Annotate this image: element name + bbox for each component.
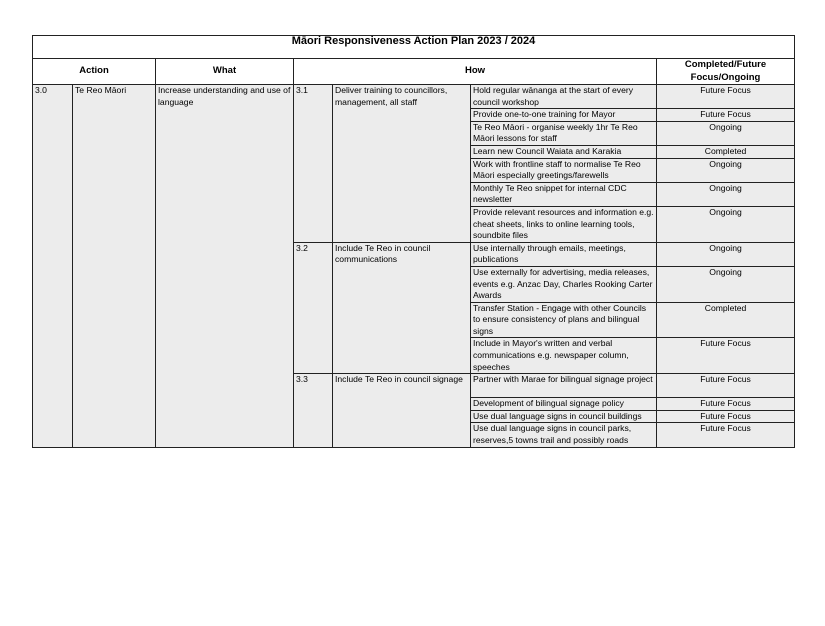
- task-text: Partner with Marae for bilingual signage project: [471, 374, 657, 398]
- task-text: Use dual language signs in council parks, reserves,5 towns trail and possibly roads: [471, 423, 657, 447]
- action-plan-table: [32, 35, 795, 448]
- task-status: Ongoing: [657, 266, 795, 302]
- header-what: What: [156, 59, 294, 85]
- task-text: Transfer Station - Engage with other Councils to ensure consistency of plans and bilingual signs: [471, 302, 657, 338]
- header-action: Action: [33, 59, 156, 85]
- group-description: Include Te Reo in council signage: [333, 374, 471, 447]
- task-text: Te Reo Māori - organise weekly 1hr Te Reo Māori lessons for staff: [471, 121, 657, 145]
- task-status: Future Focus: [657, 109, 795, 122]
- task-status: Ongoing: [657, 121, 795, 145]
- task-text: Learn new Council Waiata and Karakia: [471, 145, 657, 158]
- task-status: Future Focus: [657, 398, 795, 411]
- task-text: Development of bilingual signage policy: [471, 398, 657, 411]
- action-what: Increase understanding and use of language: [156, 85, 294, 448]
- group-description: Deliver training to councillors, management, all staff: [333, 85, 471, 243]
- task-text: Use dual language signs in council buildings: [471, 410, 657, 423]
- task-status: Ongoing: [657, 158, 795, 182]
- task-status: Future Focus: [657, 374, 795, 398]
- task-text: Use internally through emails, meetings, publications: [471, 242, 657, 266]
- task-status: Completed: [657, 302, 795, 338]
- task-status: Future Focus: [657, 423, 795, 447]
- action-name: Te Reo Māori: [73, 85, 156, 448]
- task-status: Ongoing: [657, 242, 795, 266]
- group-number: 3.2: [294, 242, 333, 374]
- group-number: 3.1: [294, 85, 333, 243]
- task-text: Provide one-to-one training for Mayor: [471, 109, 657, 122]
- task-status: Future Focus: [657, 410, 795, 423]
- group-description: Include Te Reo in council communications: [333, 242, 471, 374]
- task-text: Include in Mayor's written and verbal communications e.g. newspaper column, speeches: [471, 338, 657, 374]
- task-text: Use externally for advertising, media releases, events e.g. Anzac Day, Charles Rooking Carter Awards: [471, 266, 657, 302]
- task-status: Completed: [657, 145, 795, 158]
- table-row: [33, 85, 795, 109]
- task-text: Monthly Te Reo snippet for internal CDC newsletter: [471, 182, 657, 206]
- task-text: Work with frontline staff to normalise Te Reo Māori especially greetings/farewells: [471, 158, 657, 182]
- group-number: 3.3: [294, 374, 333, 447]
- task-status: Ongoing: [657, 182, 795, 206]
- task-status: Ongoing: [657, 206, 795, 242]
- task-status: Future Focus: [657, 338, 795, 374]
- action-number: 3.0: [33, 85, 73, 448]
- task-text: Provide relevant resources and information e.g. cheat sheets, links to online learning tools, soundbite files: [471, 206, 657, 242]
- header-how: How: [294, 59, 657, 85]
- task-status: Future Focus: [657, 85, 795, 109]
- table-body: [33, 85, 795, 448]
- header-status: Completed/Future Focus/Ongoing: [657, 59, 795, 85]
- task-text: Hold regular wānanga at the start of every council workshop: [471, 85, 657, 109]
- table-title: Māori Responsiveness Action Plan 2023 / 2024: [33, 36, 795, 59]
